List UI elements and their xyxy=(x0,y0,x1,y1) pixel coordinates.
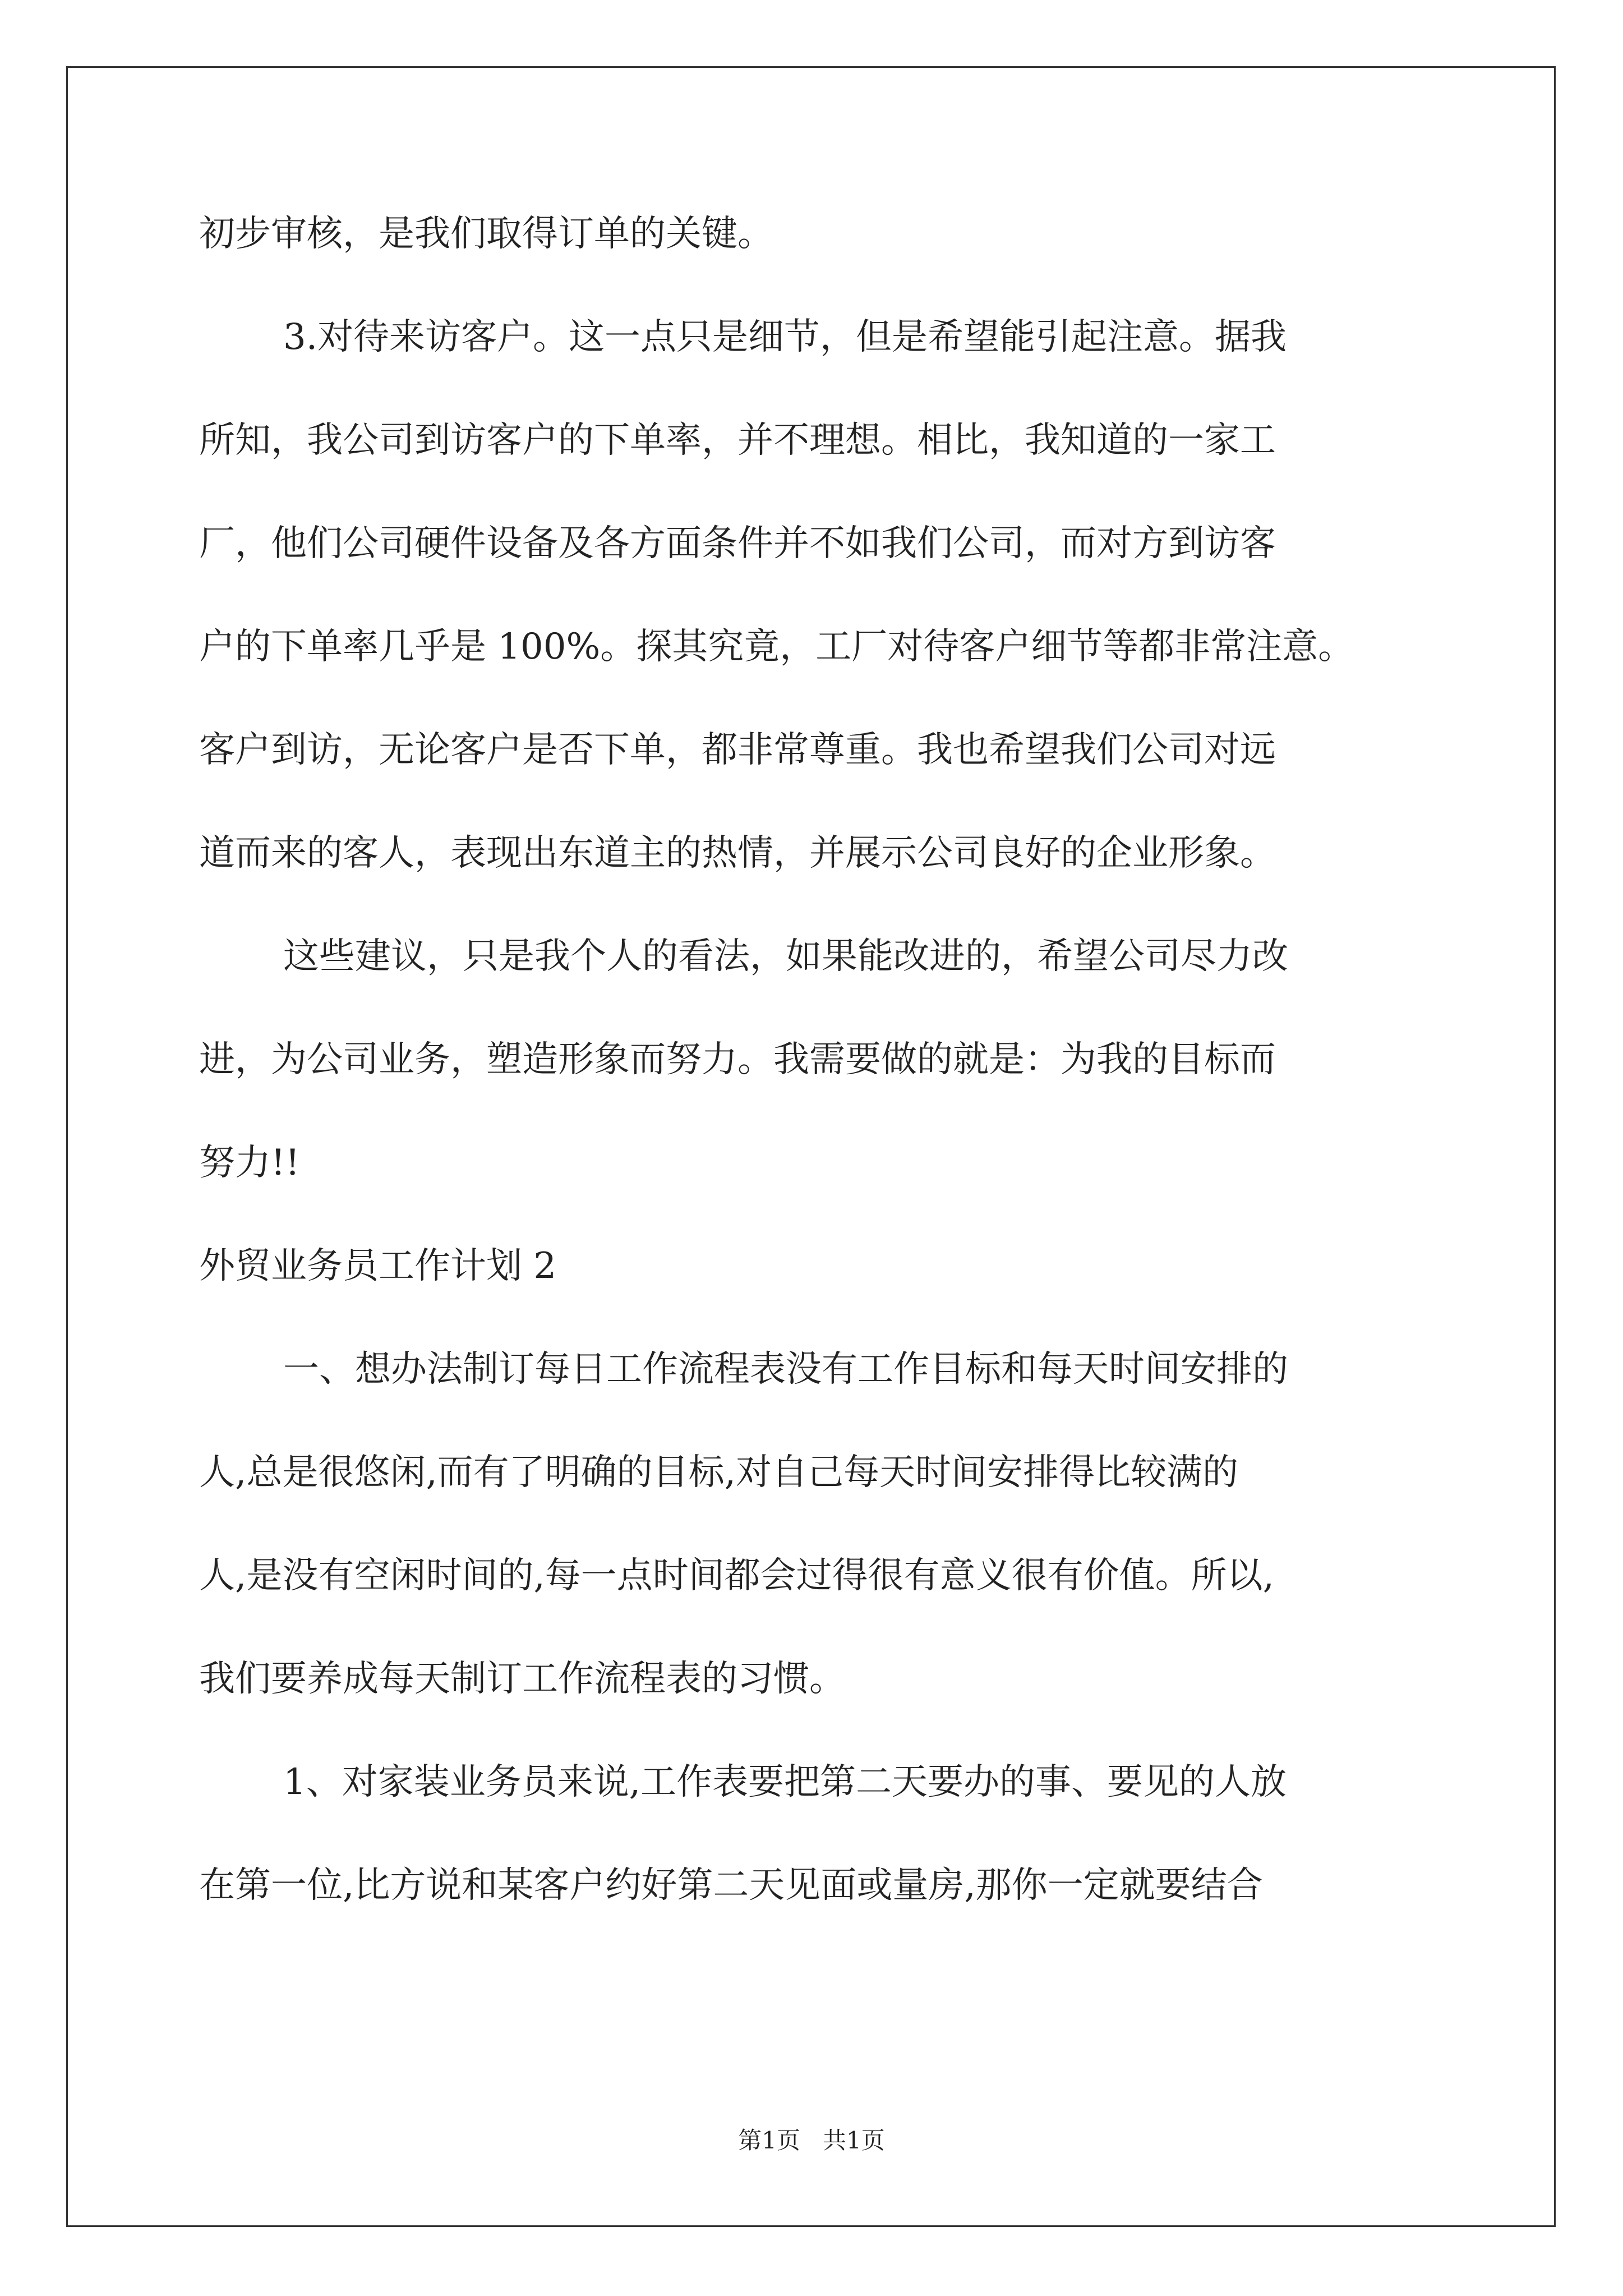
text-line: 3.对待来访客户。这一点只是细节，但是希望能引起注意。据我 xyxy=(283,316,1287,358)
text-line: 人,总是很悠闲,而有了明确的目标,对自己每天时间安排得比较满的 xyxy=(199,1452,1239,1493)
text-line: 一、想办法制订每日工作流程表没有工作目标和每天时间安排的 xyxy=(283,1349,1288,1390)
text-line: 我们要养成每天制订工作流程表的习惯。 xyxy=(199,1658,845,1700)
text-line: 厂，他们公司硬件设备及各方面条件并不如我们公司，而对方到访客 xyxy=(199,523,1276,564)
text-line: 进，为公司业务，塑造形象而努力。我需要做的就是：为我的目标而 xyxy=(199,1039,1276,1080)
text-line: 努力!! xyxy=(199,1142,300,1184)
section-heading: 外贸业务员工作计划 2 xyxy=(199,1245,557,1287)
text-line: 1、对家装业务员来说,工作表要把第二天要办的事、要见的人放 xyxy=(283,1761,1287,1803)
text-line: 在第一位,比方说和某客户约好第二天见面或量房,那你一定就要结合 xyxy=(199,1865,1263,1906)
text-line: 户的下单率几乎是 100%。探其究竟，工厂对待客户细节等都非常注意。 xyxy=(199,626,1354,668)
text-line: 人,是没有空闲时间的,每一点时间都会过得很有意义很有价值。所以, xyxy=(199,1555,1275,1596)
text-line: 客户到访，无论客户是否下单，都非常尊重。我也希望我们公司对远 xyxy=(199,729,1276,771)
text-line: 道而来的客人，表现出东道主的热情，并展示公司良好的企业形象。 xyxy=(199,832,1276,874)
text-line: 所知，我公司到访客户的下单率，并不理想。相比，我知道的一家工 xyxy=(199,420,1276,461)
text-line: 这些建议，只是我个人的看法，如果能改进的，希望公司尽力改 xyxy=(283,936,1288,977)
text-line: 初步审核，是我们取得订单的关键。 xyxy=(199,213,773,255)
page-footer: 第1页 共1页 xyxy=(738,2127,885,2154)
